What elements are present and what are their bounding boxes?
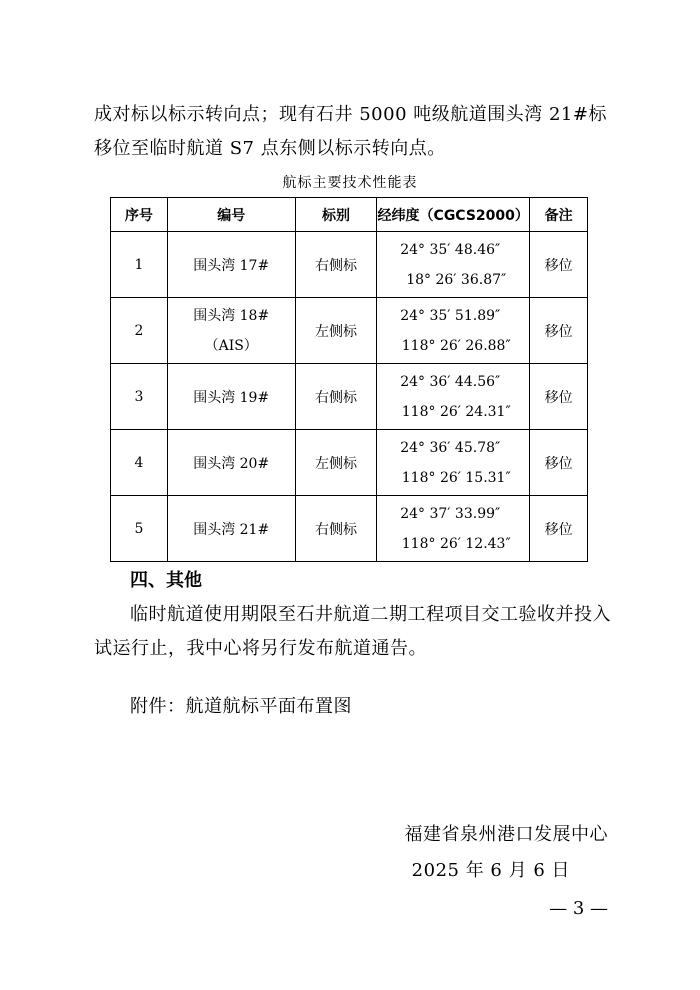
navigation-mark-spec-table — [110, 197, 588, 562]
row-coords — [377, 430, 530, 496]
mark-name: 围头湾 18# — [193, 307, 270, 324]
header-coords: 经纬度（CGCS2000） — [377, 198, 530, 232]
table-row — [111, 364, 588, 430]
mark-name: 围头湾 20# — [193, 455, 270, 472]
row-no: 3 — [111, 364, 168, 430]
row-type: 左侧标 — [295, 298, 377, 364]
row-name — [167, 430, 295, 496]
latitude: 24° 36′ 45.78″ — [400, 439, 501, 456]
header-type: 标别 — [295, 198, 377, 232]
row-name — [167, 496, 295, 562]
page-number: — 3 — — [549, 898, 608, 919]
latitude: 24° 35′ 48.46″ — [400, 241, 501, 258]
attachment-line: 附件：航道航标平面布置图 — [130, 696, 352, 717]
table-row — [111, 298, 588, 364]
header-name: 编号 — [167, 198, 295, 232]
mark-name: 围头湾 19# — [193, 389, 270, 406]
row-note: 移位 — [530, 496, 588, 562]
row-no: 5 — [111, 496, 168, 562]
latitude: 24° 37′ 33.99″ — [400, 505, 501, 522]
section-heading: 四、其他 — [130, 570, 202, 591]
row-type: 右侧标 — [295, 232, 377, 298]
row-no: 1 — [111, 232, 168, 298]
table-row — [111, 232, 588, 298]
row-name — [167, 232, 295, 298]
row-type: 右侧标 — [295, 496, 377, 562]
longitude: 118° 26′ 15.31″ — [401, 469, 511, 486]
section-paragraph: 临时航道使用期限至石井航道二期工程项目交工验收并投入试运行止，我中心将另行发布航道通告。 — [94, 604, 611, 659]
row-coords — [377, 364, 530, 430]
table-row — [111, 430, 588, 496]
table-row — [111, 496, 588, 562]
table-caption: 航标主要技术性能表 — [282, 175, 418, 191]
row-note: 移位 — [530, 364, 588, 430]
row-no: 2 — [111, 298, 168, 364]
latitude: 24° 35′ 51.89″ — [400, 307, 501, 324]
row-no: 4 — [111, 430, 168, 496]
row-note: 移位 — [530, 232, 588, 298]
row-type: 右侧标 — [295, 364, 377, 430]
issuing-organization: 福建省泉州港口发展中心 — [404, 824, 608, 845]
mark-name: 围头湾 17# — [193, 257, 270, 274]
latitude: 24° 36′ 44.56″ — [400, 373, 501, 390]
row-coords — [377, 496, 530, 562]
table-header-row — [111, 198, 588, 232]
longitude: 118° 26′ 26.88″ — [401, 337, 511, 354]
mark-name: 围头湾 21# — [193, 521, 270, 538]
header-note: 备注 — [530, 198, 588, 232]
row-coords — [377, 298, 530, 364]
row-note: 移位 — [530, 430, 588, 496]
header-no: 序号 — [111, 198, 168, 232]
longitude: 118° 26′ 24.31″ — [401, 403, 511, 420]
row-type: 左侧标 — [295, 430, 377, 496]
longitude: 18° 26′ 36.87″ — [406, 271, 507, 288]
row-note: 移位 — [530, 298, 588, 364]
intro-paragraph: 成对标以标示转向点；现有石井 5000 吨级航道围头湾 21#标移位至临时航道 S7 点东侧以标示转向点。 — [94, 104, 607, 159]
issue-date: 2025 年 6 月 6 日 — [411, 860, 570, 881]
row-coords — [377, 232, 530, 298]
mark-name-suffix: （AIS） — [204, 337, 258, 354]
row-name — [167, 298, 295, 364]
row-name — [167, 364, 295, 430]
longitude: 118° 26′ 12.43″ — [401, 535, 511, 552]
